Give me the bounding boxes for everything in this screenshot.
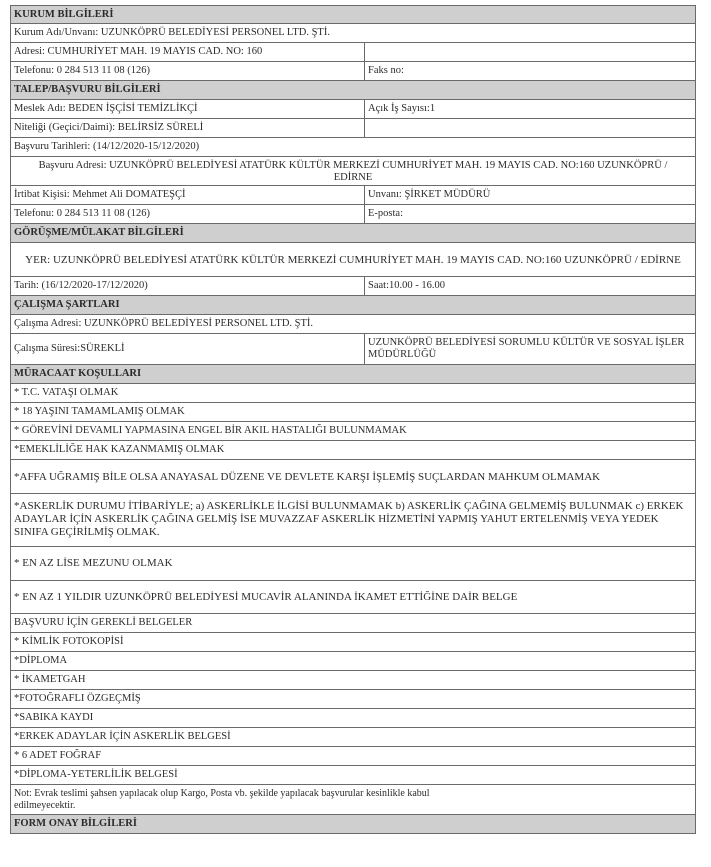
list-item — [10, 690, 696, 709]
muracaat-item: * EN AZ LİSE MEZUNU OLMAK — [14, 557, 173, 569]
muracaat-item: *AFFA UĞRAMIŞ BİLE OLSA ANAYASAL DÜZENE VE DEVLETE KARŞI İŞLEMİŞ SUÇLARDAN MAHKUM OLMAMAK — [14, 471, 601, 483]
list-item — [10, 728, 696, 747]
nitelik-empty — [365, 119, 695, 137]
kurum-telefon: Telefonu: 0 284 513 11 08 (126) — [11, 62, 365, 80]
list-item — [10, 441, 696, 460]
section-header-muracaat — [10, 365, 696, 384]
muracaat-item: *ASKERLİK DURUMU İTİBARİYLE; a) ASKERLİKLE İLGİSİ BULUNMAMAK b) ASKERLİK ÇAĞINA GELMEMİŞ BULUNMAK c) ERKEK ADAYLAR İÇİN ASKERLİK ÇAĞINA GELMİŞ İSE MUVAZZAF ASKERLİK HİZMETİNİ YAPMIŞ YAHUT ERTELENMİŞ VEYA YEDEK SINIFA GEÇİRİLMİŞ OLMAK. — [14, 500, 684, 538]
gorusme-tarih: Tarih: (16/12/2020-17/12/2020) — [11, 277, 365, 295]
list-item — [10, 633, 696, 652]
muracaat-item: * 18 YAŞINI TAMAMLAMIŞ OLMAK — [14, 406, 185, 417]
belge-item: *DİPLOMA-YETERLİLİK BELGESİ — [14, 769, 178, 780]
muracaat-item: *EMEKLİLİĞE HAK KAZANMAMIŞ OLMAK — [14, 444, 225, 455]
list-item — [10, 422, 696, 441]
section-title: FORM ONAY BİLGİLERİ — [14, 818, 137, 829]
belge-item: *ERKEK ADAYLAR İÇİN ASKERLİK BELGESİ — [14, 731, 231, 742]
row-kurum-adres — [10, 43, 696, 62]
list-item — [10, 766, 696, 785]
row-note — [10, 785, 696, 815]
row-gorusme-yer — [10, 243, 696, 277]
kurum-adi: Kurum Adı/Unvanı: UZUNKÖPRÜ BELEDİYESİ PERSONEL LTD. ŞTİ. — [14, 27, 330, 38]
belge-item: *FOTOĞRAFLI ÖZGEÇMİŞ — [14, 693, 141, 704]
section-header-gorusme — [10, 224, 696, 243]
eposta: E-posta: — [368, 208, 403, 219]
belge-item: *DİPLOMA — [14, 655, 68, 666]
muracaat-item: * GÖREVİNİ DEVAMLI YAPMASINA ENGEL BİR AKIL HASTALIĞI BULUNMAMAK — [14, 425, 407, 436]
kurum-faks: Faks no: — [368, 65, 404, 76]
row-meslek — [10, 100, 696, 119]
row-kurum-telefon — [10, 62, 696, 81]
list-item — [10, 709, 696, 728]
row-tarihler — [10, 138, 696, 157]
irtibat-kisisi: İrtibat Kişisi: Mehmet Ali DOMATEŞÇİ — [11, 186, 365, 204]
job-posting-form — [10, 5, 696, 834]
kurum-adres: Adresi: CUMHURİYET MAH. 19 MAYIS CAD. NO: 160 — [11, 43, 365, 61]
gorusme-yer: YER: UZUNKÖPRÜ BELEDİYESİ ATATÜRK KÜLTÜR MERKEZİ CUMHURİYET MAH. 19 MAYIS CAD. NO:160 UZUNKÖPRÜ / EDİRNE — [25, 254, 681, 266]
belge-item: *SABIKA KAYDI — [14, 712, 94, 723]
row-kurum-adi — [10, 24, 696, 43]
row-calisma-suresi — [10, 334, 696, 365]
section-header-kurum — [10, 5, 696, 24]
acik-is-sayisi: Açık İş Sayısı:1 — [368, 103, 436, 114]
list-item — [10, 547, 696, 581]
section-title: GÖRÜŞME/MÜLAKAT BİLGİLERİ — [14, 227, 184, 238]
belge-note: Not: Evrak teslimi şahsen yapılacak olup Kargo, Posta vb. şekilde yapılacak başvurular kesinlikle kabul edilmeyecektir. — [14, 788, 430, 811]
basvuru-adresi: Başvuru Adresi: UZUNKÖPRÜ BELEDİYESİ ATATÜRK KÜLTÜR MERKEZİ CUMHURİYET MAH. 19 MAYIS CAD. NO:160 UZUNKÖPRÜ / EDİRNE — [38, 160, 668, 183]
sorumlu-birim: UZUNKÖPRÜ BELEDİYESİ SORUMLU KÜLTÜR VE SOSYAL İŞLER MÜDÜRLÜĞÜ — [368, 337, 685, 360]
kurum-adres-empty — [365, 43, 695, 61]
list-item — [10, 747, 696, 766]
row-nitelik — [10, 119, 696, 138]
section-title: BAŞVURU İÇİN GEREKLİ BELGELER — [14, 617, 193, 628]
calisma-suresi: Çalışma Süresi:SÜREKLİ — [11, 334, 365, 364]
basvuru-tarihleri: Başvuru Tarihleri: (14/12/2020-15/12/2020) — [14, 141, 200, 152]
row-basvuru-adresi — [10, 157, 696, 186]
row-irtibat — [10, 186, 696, 205]
section-title: ÇALIŞMA ŞARTLARI — [14, 299, 120, 310]
belge-item: * 6 ADET FOĞRAF — [14, 750, 102, 761]
section-header-talep — [10, 81, 696, 100]
meslek-adi: Meslek Adı: BEDEN İŞÇİSİ TEMİZLİKÇİ — [11, 100, 365, 118]
row-talep-telefon — [10, 205, 696, 224]
muracaat-item: * T.C. VATAŞI OLMAK — [14, 387, 119, 398]
talep-telefon: Telefonu: 0 284 513 11 08 (126) — [11, 205, 365, 223]
section-title: MÜRACAAT KOŞULLARI — [14, 368, 142, 379]
list-item — [10, 403, 696, 422]
list-item — [10, 581, 696, 614]
section-header-form-onay — [10, 815, 696, 834]
calisma-adresi: Çalışma Adresi: UZUNKÖPRÜ BELEDİYESİ PERSONEL LTD. ŞTİ. — [14, 318, 314, 329]
section-title: KURUM BİLGİLERİ — [14, 9, 114, 20]
list-item — [10, 494, 696, 547]
unvan: Unvanı: ŞİRKET MÜDÜRÜ — [368, 189, 491, 200]
gorusme-saat: Saat:10.00 - 16.00 — [368, 280, 445, 291]
section-header-calisma — [10, 296, 696, 315]
list-item — [10, 652, 696, 671]
belge-item: * İKAMETGAH — [14, 674, 86, 685]
nitelik: Niteliği (Geçici/Daimi): BELİRSİZ SÜRELİ — [11, 119, 365, 137]
belge-item: * KİMLİK FOTOKOPİSİ — [14, 636, 124, 647]
section-title: TALEP/BAŞVURU BİLGİLERİ — [14, 84, 161, 95]
section-header-belgeler — [10, 614, 696, 633]
row-calisma-adresi — [10, 315, 696, 334]
list-item — [10, 671, 696, 690]
muracaat-item: * EN AZ 1 YILDIR UZUNKÖPRÜ BELEDİYESİ MUCAVİR ALANINDA İKAMET ETTİĞİNE DAİR BELGE — [14, 591, 518, 603]
list-item — [10, 384, 696, 403]
list-item — [10, 460, 696, 494]
row-gorusme-tarih — [10, 277, 696, 296]
